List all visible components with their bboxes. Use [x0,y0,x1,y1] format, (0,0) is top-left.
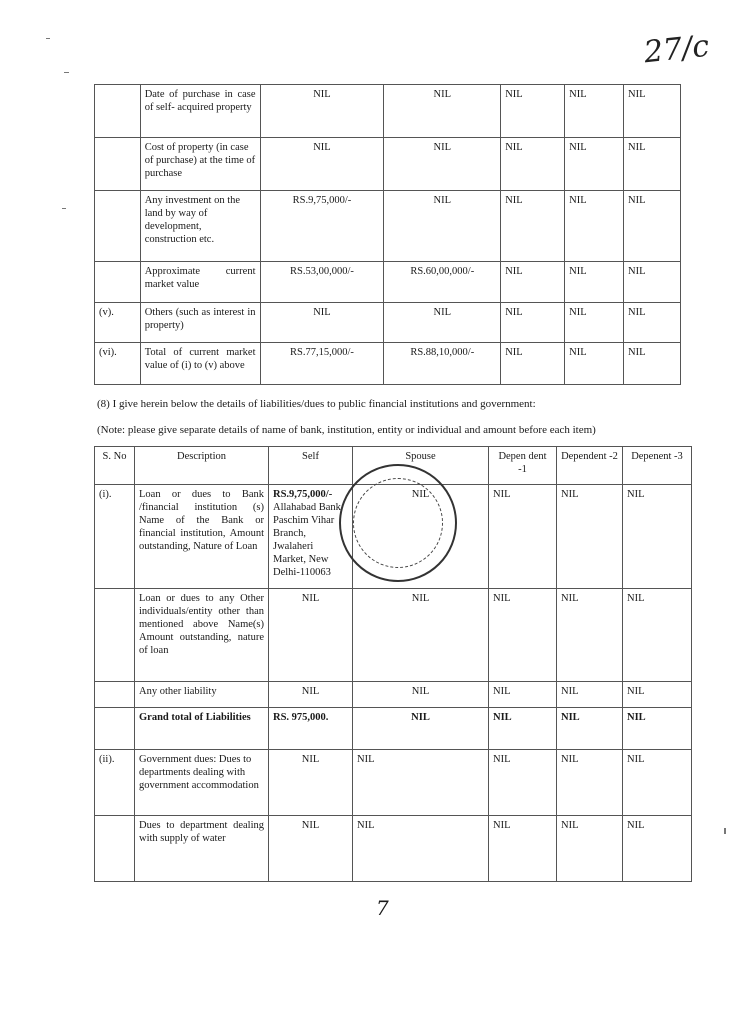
dependent1-cell: NIL [501,343,565,385]
spouse-cell: NIL [384,138,501,191]
dependent2-cell: NIL [557,589,623,682]
dependent2-cell: NIL [565,138,624,191]
spouse-cell: NIL [384,303,501,343]
serial-cell: (v). [95,303,141,343]
dependent1-cell: NIL [489,708,557,750]
description-cell: Grand total of Liabilities [135,708,269,750]
spouse-cell: NIL [353,750,489,816]
dependent3-cell: NIL [623,816,692,882]
dependent2-cell: NIL [565,85,624,138]
spouse-cell: NIL [353,708,489,750]
dependent2-cell: NIL [565,262,624,303]
spouse-cell: NIL [353,485,489,589]
dependent2-cell: NIL [557,750,623,816]
serial-cell [95,589,135,682]
dependent1-cell: NIL [501,138,565,191]
spouse-cell: NIL [353,682,489,708]
self-cell: RS.53,00,000/- [260,262,384,303]
dependent3-cell: NIL [623,682,692,708]
description-cell: Any other liability [135,682,269,708]
serial-cell: (vi). [95,343,141,385]
self-cell: RS.9,75,000/- [260,191,384,262]
dependent2-cell: NIL [565,191,624,262]
self-cell: NIL [260,85,384,138]
table-row [95,85,681,138]
self-cell: NIL [260,138,384,191]
serial-cell: (ii). [95,750,135,816]
spouse-cell: RS.60,00,000/- [384,262,501,303]
self-cell: NIL [269,750,353,816]
dependent1-cell: NIL [501,303,565,343]
column-header-spouse: Spouse [353,447,489,485]
column-header-dependent-3: Depenent -3 [623,447,692,485]
self-cell: NIL [269,816,353,882]
description-cell: Loan or dues to Bank /financial institution (s) Name of the Bank or financial institution, Amount outstanding, Nature of Loan [135,485,269,589]
dependent1-cell: NIL [501,85,565,138]
serial-cell [95,85,141,138]
serial-cell [95,191,141,262]
dependent3-cell: NIL [624,191,681,262]
description-cell: Loan or dues to any Other individuals/entity other than mentioned above Name(s) Amount outstanding, nature of loan [135,589,269,682]
scan-speck [46,38,50,39]
dependent2-cell: NIL [565,303,624,343]
dependent1-cell: NIL [489,816,557,882]
table-row [95,138,681,191]
spouse-cell: NIL [353,589,489,682]
dependent1-cell: NIL [501,191,565,262]
dependent1-cell: NIL [489,682,557,708]
dependent3-cell: NIL [624,85,681,138]
self-cell: NIL [269,682,353,708]
column-header-dependent-1: Depen dent -1 [489,447,557,485]
column-header-sno: S. No [95,447,135,485]
dependent1-cell: NIL [489,485,557,589]
description-cell: Government dues: Dues to departments dealing with government accommodation [135,750,269,816]
handwritten-page-number: 27/c [642,28,711,71]
description-cell: Total of current market value of (i) to (v) above [140,343,260,385]
dependent3-cell: NIL [624,138,681,191]
dependent2-cell: NIL [557,816,623,882]
column-header-description: Description [135,447,269,485]
spouse-cell: NIL [353,816,489,882]
self-cell: RS.77,15,000/- [260,343,384,385]
spouse-cell: NIL [384,85,501,138]
description-cell: Dues to department dealing with supply of water [135,816,269,882]
spouse-cell: NIL [384,191,501,262]
table-row [95,191,681,262]
dependent2-cell: NIL [565,343,624,385]
seal-inner-ring [353,478,443,568]
scan-speck [724,828,726,834]
table-row [95,262,681,303]
column-header-self: Self [269,447,353,485]
description-cell: Approximate current market value [140,262,260,303]
table-row [95,589,692,682]
serial-cell: (i). [95,485,135,589]
serial-cell [95,682,135,708]
self-cell: NIL [269,589,353,682]
dependent3-cell: NIL [624,343,681,385]
dependent3-cell: NIL [623,485,692,589]
table-row [95,750,692,816]
dependent3-cell: NIL [623,750,692,816]
page-number: 7 [376,896,389,920]
description-cell: Cost of property (in case of purchase) at the time of purchase [140,138,260,191]
spouse-cell: RS.88,10,000/- [384,343,501,385]
self-cell: NIL [260,303,384,343]
dependent3-cell: NIL [624,303,681,343]
self-bank-detail: Allahabad Bank Paschim Vihar Branch, Jwalaheri Market, New Delhi-110063 [273,502,341,578]
section-8-note: (Note: please give separate details of name of bank, institution, entity or individual and amount before each item) [97,424,596,436]
description-cell: Date of purchase in case of self- acquired property [140,85,260,138]
dependent2-cell: NIL [557,485,623,589]
table-row-grand-total [95,708,692,750]
serial-cell [95,138,141,191]
serial-cell [95,262,141,303]
dependent1-cell: NIL [489,750,557,816]
dependent1-cell: NIL [501,262,565,303]
dependent3-cell: NIL [624,262,681,303]
table-row [95,682,692,708]
scan-speck [62,208,66,209]
dependent2-cell: NIL [557,682,623,708]
dependent3-cell: NIL [623,708,692,750]
table-row [95,343,681,385]
self-cell: RS. 975,000. [269,708,353,750]
section-8-heading: (8) I give herein below the details of liabilities/dues to public financial institutions and government: [97,398,536,410]
column-header-dependent-2: Dependent -2 [557,447,623,485]
serial-cell [95,816,135,882]
dependent2-cell: NIL [557,708,623,750]
description-cell: Any investment on the land by way of development, construction etc. [140,191,260,262]
table-row [95,303,681,343]
immovable-assets-table [94,84,681,385]
self-amount: RS.9,75,000/- [273,489,333,500]
serial-cell [95,708,135,750]
description-cell: Others (such as interest in property) [140,303,260,343]
dependent3-cell: NIL [623,589,692,682]
official-seal-stamp [339,464,457,582]
table-row [95,816,692,882]
dependent1-cell: NIL [489,589,557,682]
scan-speck [64,72,69,73]
